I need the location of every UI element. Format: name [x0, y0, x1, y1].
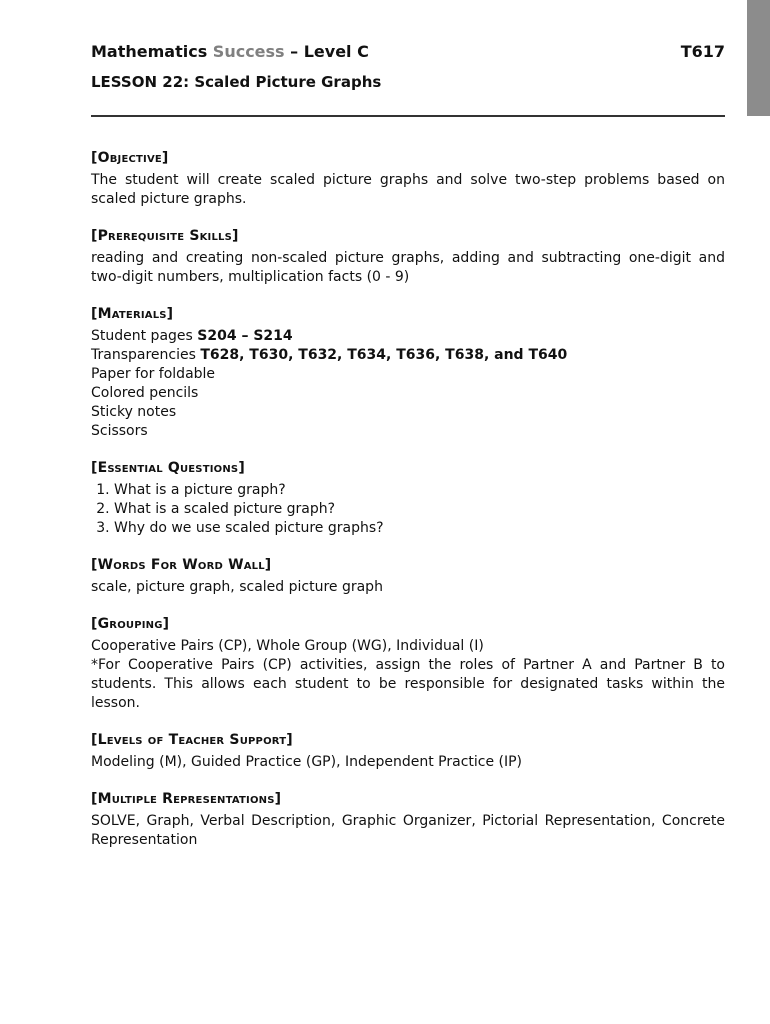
- lesson-title: LESSON 22: Scaled Picture Graphs: [91, 73, 382, 91]
- objective-section: [91, 150, 725, 209]
- question-item: 3. Why do we use scaled picture graphs?: [114, 519, 725, 538]
- transparencies-line: [91, 346, 725, 365]
- materials-section: [91, 306, 725, 441]
- question-item: 2. What is a scaled picture graph?: [114, 500, 725, 519]
- word-wall-heading: [Words For Word Wall]: [91, 557, 272, 573]
- grouping-section: [91, 616, 725, 713]
- grouping-line-2: *For Cooperative Pairs (CP) activities, assign the roles of Partner A and Partner B to students. This allows each student to be responsible for designated tasks within the lesson.: [91, 657, 725, 711]
- question-item: 1. What is a picture graph?: [114, 481, 725, 500]
- word-wall-text: scale, picture graph, scaled picture graph: [91, 579, 383, 595]
- word-wall-section: [91, 557, 725, 597]
- prerequisite-section: [91, 228, 725, 287]
- teacher-support-heading: [Levels of Teacher Support]: [91, 732, 293, 748]
- essential-questions-section: [91, 460, 725, 538]
- material-item: Colored pencils: [91, 385, 199, 401]
- teacher-support-text: Modeling (M), Guided Practice (GP), Independent Practice (IP): [91, 754, 523, 770]
- page-edge-tab: [747, 0, 770, 116]
- page-header: [91, 42, 725, 91]
- material-item: Scissors: [91, 423, 148, 439]
- title-row: [91, 42, 725, 61]
- material-item: Paper for foldable: [91, 366, 216, 382]
- grouping-line-1: Cooperative Pairs (CP), Whole Group (WG), Individual (I): [91, 638, 484, 654]
- brand-suffix: – Level C: [284, 42, 369, 61]
- student-pages-line: [91, 327, 725, 346]
- prerequisite-text: reading and creating non-scaled picture graphs, adding and subtracting one-digit and two-digit numbers, multiplication facts (0 - 9): [91, 250, 725, 285]
- objective-heading: [Objective]: [91, 150, 169, 166]
- teacher-support-section: [91, 732, 725, 772]
- materials-heading: [Materials]: [91, 306, 174, 322]
- student-pages-value: S204 – S214: [197, 328, 293, 344]
- representations-section: [91, 791, 725, 850]
- lesson-content: [91, 150, 725, 869]
- essential-questions-list: [91, 481, 725, 538]
- prerequisite-heading: [Prerequisite Skills]: [91, 228, 239, 244]
- representations-text: SOLVE, Graph, Verbal Description, Graphic Organizer, Pictorial Representation, Concrete Representation: [91, 813, 725, 848]
- transparencies-value: T628, T630, T632, T634, T636, T638, and T640: [200, 347, 568, 363]
- transparencies-label: Transparencies: [91, 347, 201, 363]
- header-divider: [91, 115, 725, 117]
- representations-heading: [Multiple Representations]: [91, 791, 282, 807]
- essential-questions-heading: [Essential Questions]: [91, 460, 245, 476]
- objective-text: The student will create scaled picture graphs and solve two-step problems based on scaled picture graphs.: [91, 172, 725, 207]
- document-title: [91, 42, 369, 61]
- brand-accent: Success: [212, 42, 285, 61]
- page-number: T617: [680, 42, 725, 61]
- material-item: Sticky notes: [91, 404, 177, 420]
- grouping-heading: [Grouping]: [91, 616, 170, 632]
- brand-prefix: Mathematics: [91, 42, 213, 61]
- student-pages-label: Student pages: [91, 328, 198, 344]
